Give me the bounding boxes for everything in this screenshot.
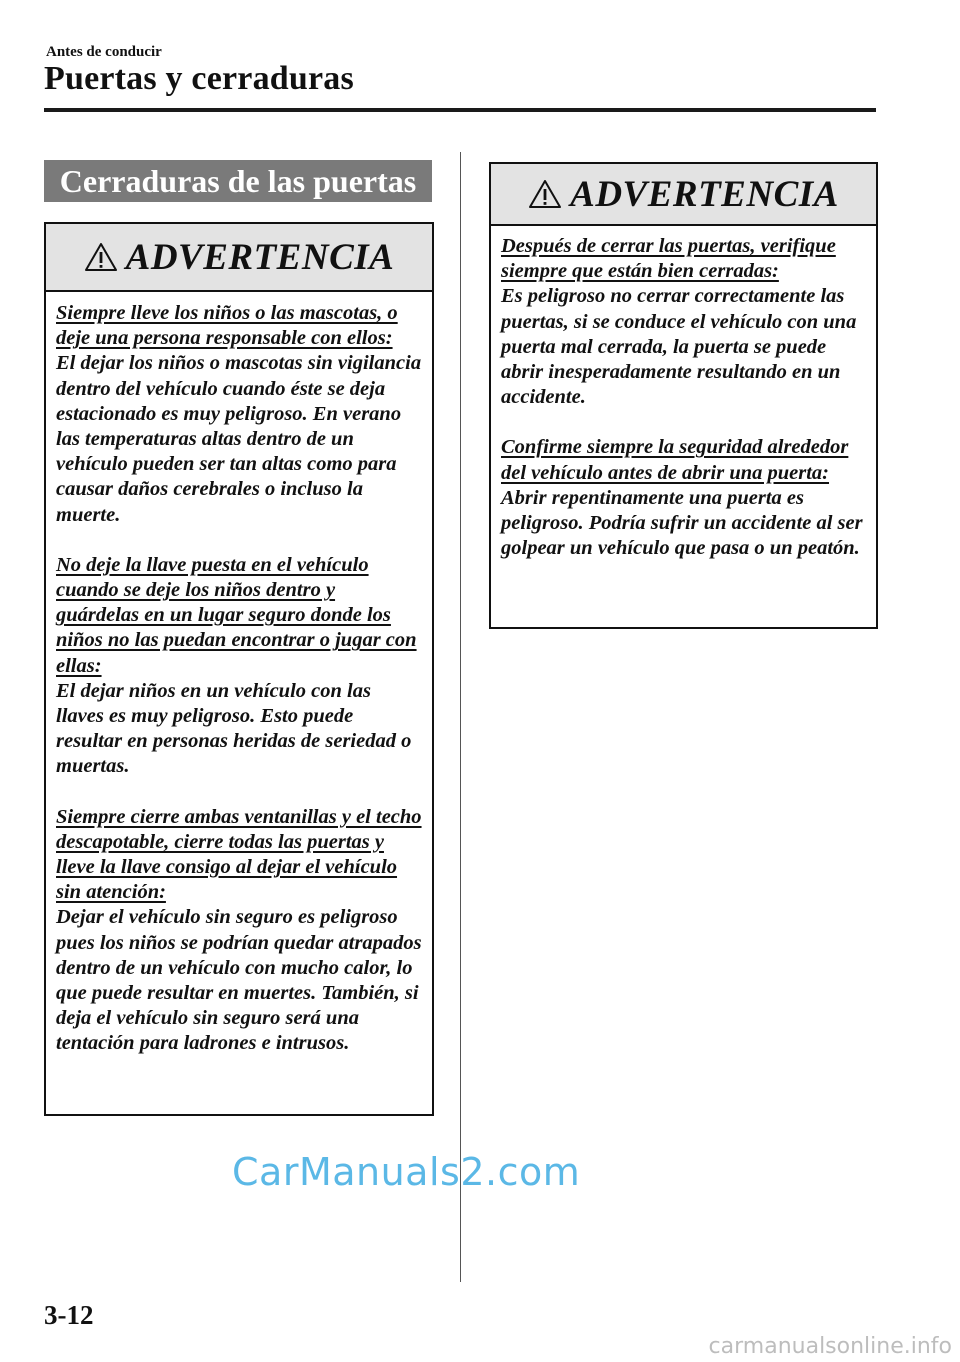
warning-item (501, 435, 866, 561)
warning-label: ADVERTENCIA (125, 236, 395, 278)
warning-item-text: Abrir repentinamente una puerta es peligroso. Podría sufrir un accidente al ser golpear un vehículo que pasa o un peatón. (501, 486, 863, 560)
warning-item-heading: Siempre lleve los niños o las mascotas, o deje una persona responsable con ellos: (56, 302, 398, 350)
warning-item (56, 301, 422, 528)
page-title: Puertas y cerraduras (44, 60, 354, 97)
warning-item-heading: Siempre cierre ambas ventanillas y el techo descapotable, cierre todas las puertas y lleve la llave consigo al dejar el vehículo sin atención: (56, 805, 422, 904)
section-title-bar: Cerraduras de las puertas (44, 160, 432, 202)
warning-box-right (489, 162, 878, 629)
warning-item-text: Es peligroso no cerrar correctamente las puertas, si se conduce el vehículo con una puerta mal cerrada, la puerta se puede abrir inesperadamente resultando en un accidente. (501, 285, 857, 409)
warning-box-left (44, 222, 434, 1116)
warning-item (56, 805, 422, 1057)
warning-header (46, 224, 432, 292)
warning-item-text: El dejar los niños o mascotas sin vigilancia dentro del vehículo cuando éste se deja estacionado es muy peligroso. En verano las temperaturas altas dentro de un vehículo pueden ser tan altas como para causar daños cerebrales o incluso la muerte. (56, 352, 422, 526)
warning-item-heading: No deje la llave puesta en el vehículo cuando se deje los niños dentro y guárdelas en un lugar seguro donde los niños no las puedan encontrar o jugar con ellas: (56, 553, 417, 677)
watermark-logo: CarManuals2.com (232, 1150, 581, 1194)
warning-body (46, 292, 432, 1057)
breadcrumb: Antes de conducir (46, 44, 162, 60)
warning-triangle-icon (528, 179, 562, 209)
column-divider (460, 152, 461, 1282)
page-number: 3-12 (44, 1300, 94, 1330)
warning-item-heading: Después de cerrar las puertas, verifique siempre que están bien cerradas: (501, 235, 836, 283)
warning-body (491, 226, 876, 561)
warning-label: ADVERTENCIA (570, 173, 839, 215)
warning-item-heading: Confirme siempre la seguridad alrededor del vehículo antes de abrir una puerta: (501, 436, 849, 484)
warning-item-text: El dejar niños en un vehículo con las llaves es muy peligroso. Esto puede resultar en personas heridas de seriedad o muertas. (56, 679, 412, 778)
warning-header (491, 164, 876, 226)
warning-triangle-icon (84, 242, 118, 272)
footer-site-link[interactable]: carmanualsonline.info (708, 1334, 952, 1359)
title-rule (44, 108, 876, 112)
warning-item-text: Dejar el vehículo sin seguro es peligroso pues los niños se podrían quedar atrapados dentro de un vehículo con mucho calor, lo que puede resultar en muertes. También, si deja el vehículo sin seguro será una tentación para ladrones e intrusos. (56, 906, 422, 1055)
warning-item (56, 553, 422, 780)
warning-item (501, 234, 866, 410)
